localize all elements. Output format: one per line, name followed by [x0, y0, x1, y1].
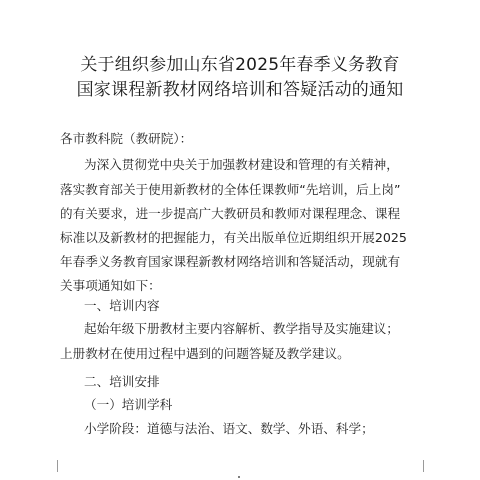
document-title-line-1: 关于组织参加山东省2025年春季义务教育 — [80, 55, 400, 75]
subsection-heading-training-subjects: （一）培训学科 — [84, 397, 173, 412]
section-heading-training-arrangement: 二、培训安排 — [84, 374, 160, 389]
section-heading-training-content: 一、培训内容 — [84, 298, 160, 313]
paragraph-line: 关事项通知如下： — [60, 278, 161, 293]
paragraph-line: 为深入贯彻党中央关于加强教材建设和管理的有关精神， — [84, 157, 399, 172]
page-center-dot — [238, 476, 240, 478]
paragraph-line: 的有关要求，进一步提高广大教研员和教师对课程理念、课程 — [60, 206, 401, 221]
page-corner-mark-left — [57, 460, 58, 472]
page-corner-mark-right — [423, 460, 424, 472]
salutation: 各市教科院（教研院）： — [60, 131, 193, 146]
document-title-line-2: 国家课程新教材网络培训和答疑活动的通知 — [76, 80, 404, 100]
paragraph-line: 标准以及新教材的把握能力，有关出版单位近期组织开展2025 — [60, 230, 407, 245]
section-content-line: 上册教材在使用过程中遇到的问题答疑及教学建议。 — [60, 346, 350, 361]
subsection-content-line: 小学阶段：道德与法治、语文、数学、外语、科学； — [84, 421, 374, 436]
paragraph-line: 年春季义务教育国家课程新教材网络培训和答疑活动，现就有 — [60, 254, 401, 269]
section-content-line: 起始年级下册教材主要内容解析、教学指导及实施建议； — [84, 321, 399, 336]
paragraph-line: 落实教育部关于使用新教材的全体任课教师“先培训，后上岗” — [60, 182, 401, 197]
